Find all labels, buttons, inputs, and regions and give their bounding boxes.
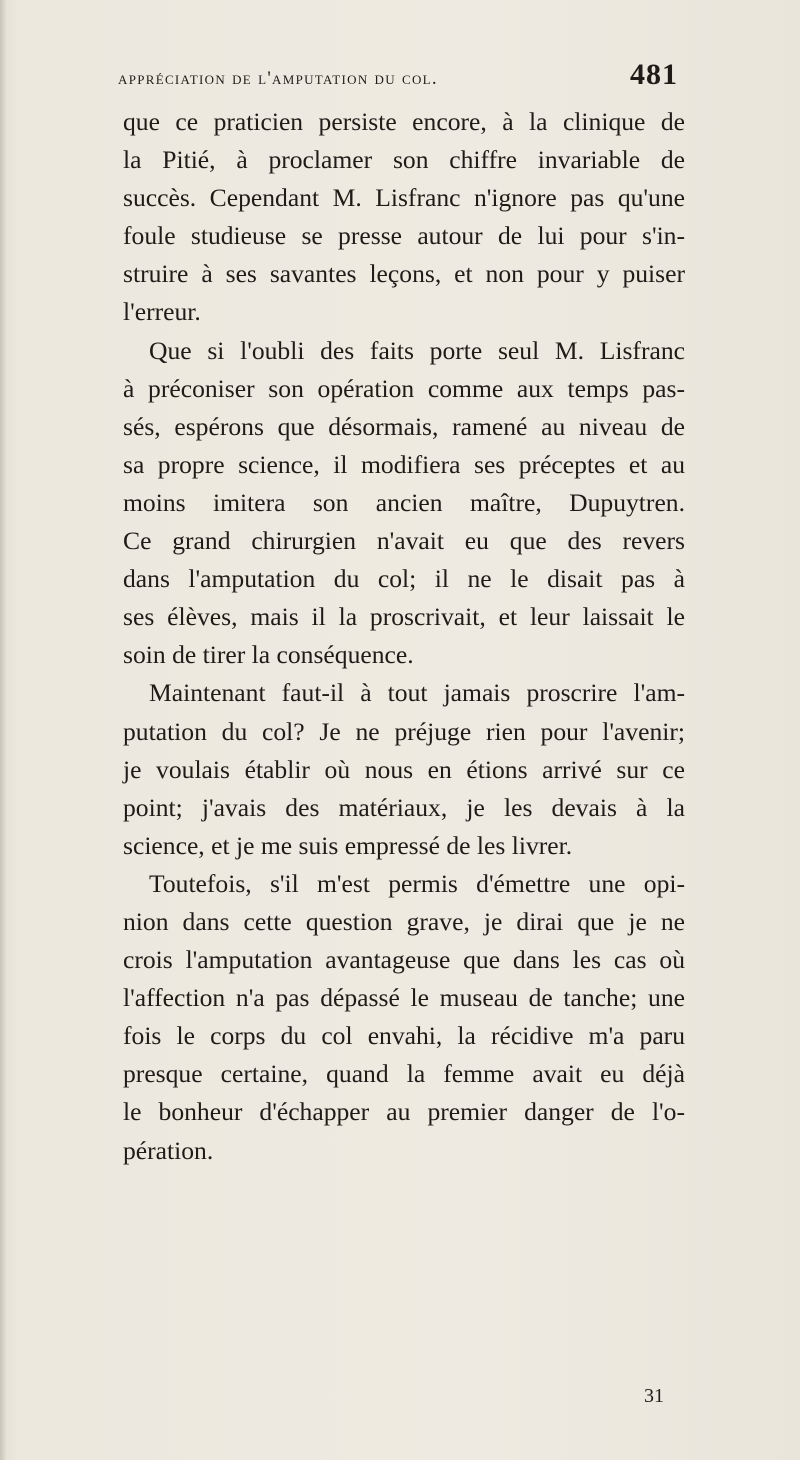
text-line: Que si l'oubli des faits porte seul M. Lisfranc [149, 335, 685, 365]
text-line: struire à ses savantes leçons, et non pour y puiser [123, 259, 685, 289]
text-line: dans l'amputation du col; il ne le disait pas à [123, 564, 685, 594]
text-line: sa propre science, il modifiera ses préceptes et au [123, 449, 685, 479]
text-line: soin de tirer la conséquence. [123, 640, 414, 670]
text-line: je voulais établir où nous en étions arrivé sur ce [123, 754, 685, 784]
text-line: Ce grand chirurgien n'avait eu que des revers [123, 526, 685, 556]
text-line: l'erreur. [123, 297, 201, 327]
text-line: fois le corps du col envahi, la récidive m'a paru [123, 1021, 685, 1051]
text-line: ses élèves, mais il la proscrivait, et leur laissait le [123, 602, 685, 632]
text-line: à préconiser son opération comme aux temps pas- [123, 373, 685, 403]
text-line: moins imitera son ancien maître, Dupuytren. [123, 487, 685, 517]
text-line: le bonheur d'échapper au premier danger de l'o- [123, 1097, 685, 1127]
text-line: crois l'amputation avantageuse que dans les cas où [123, 945, 685, 975]
text-line: que ce praticien persiste encore, à la clinique de [123, 107, 685, 136]
page-number: 481 [630, 58, 678, 91]
running-head [118, 58, 678, 100]
text-line: nion dans cette question grave, je dirai que je ne [123, 906, 685, 936]
text-line: point; j'avais des matériaux, je les devais à la [123, 792, 685, 822]
text-line: sés, espérons que désormais, ramené au niveau de [123, 411, 685, 441]
text-line: science, et je me suis empressé de les livrer. [123, 830, 573, 860]
text-line: la Pitié, à proclamer son chiffre invariable de [123, 145, 685, 175]
text-line: putation du col? Je ne préjuge rien pour l'avenir; [123, 716, 685, 746]
text-line: succès. Cependant M. Lisfranc n'ignore pas qu'une [123, 183, 685, 213]
body-text [123, 103, 685, 1170]
running-head-title: appréciation de l'amputation du col. [118, 68, 438, 89]
page-gutter-edge [0, 0, 6, 1460]
text-line: Toutefois, s'il m'est permis d'émettre une opi- [149, 868, 685, 898]
text-line: pération. [123, 1135, 214, 1165]
text-line: Maintenant faut-il à tout jamais proscrire l'am- [149, 678, 685, 708]
text-line: l'affection n'a pas dépassé le museau de tanche; une [123, 983, 685, 1013]
text-line: foule studieuse se presse autour de lui pour s'in- [123, 221, 685, 251]
signature-mark: 31 [644, 1385, 664, 1407]
text-line: presque certaine, quand la femme avait eu déjà [123, 1059, 685, 1089]
